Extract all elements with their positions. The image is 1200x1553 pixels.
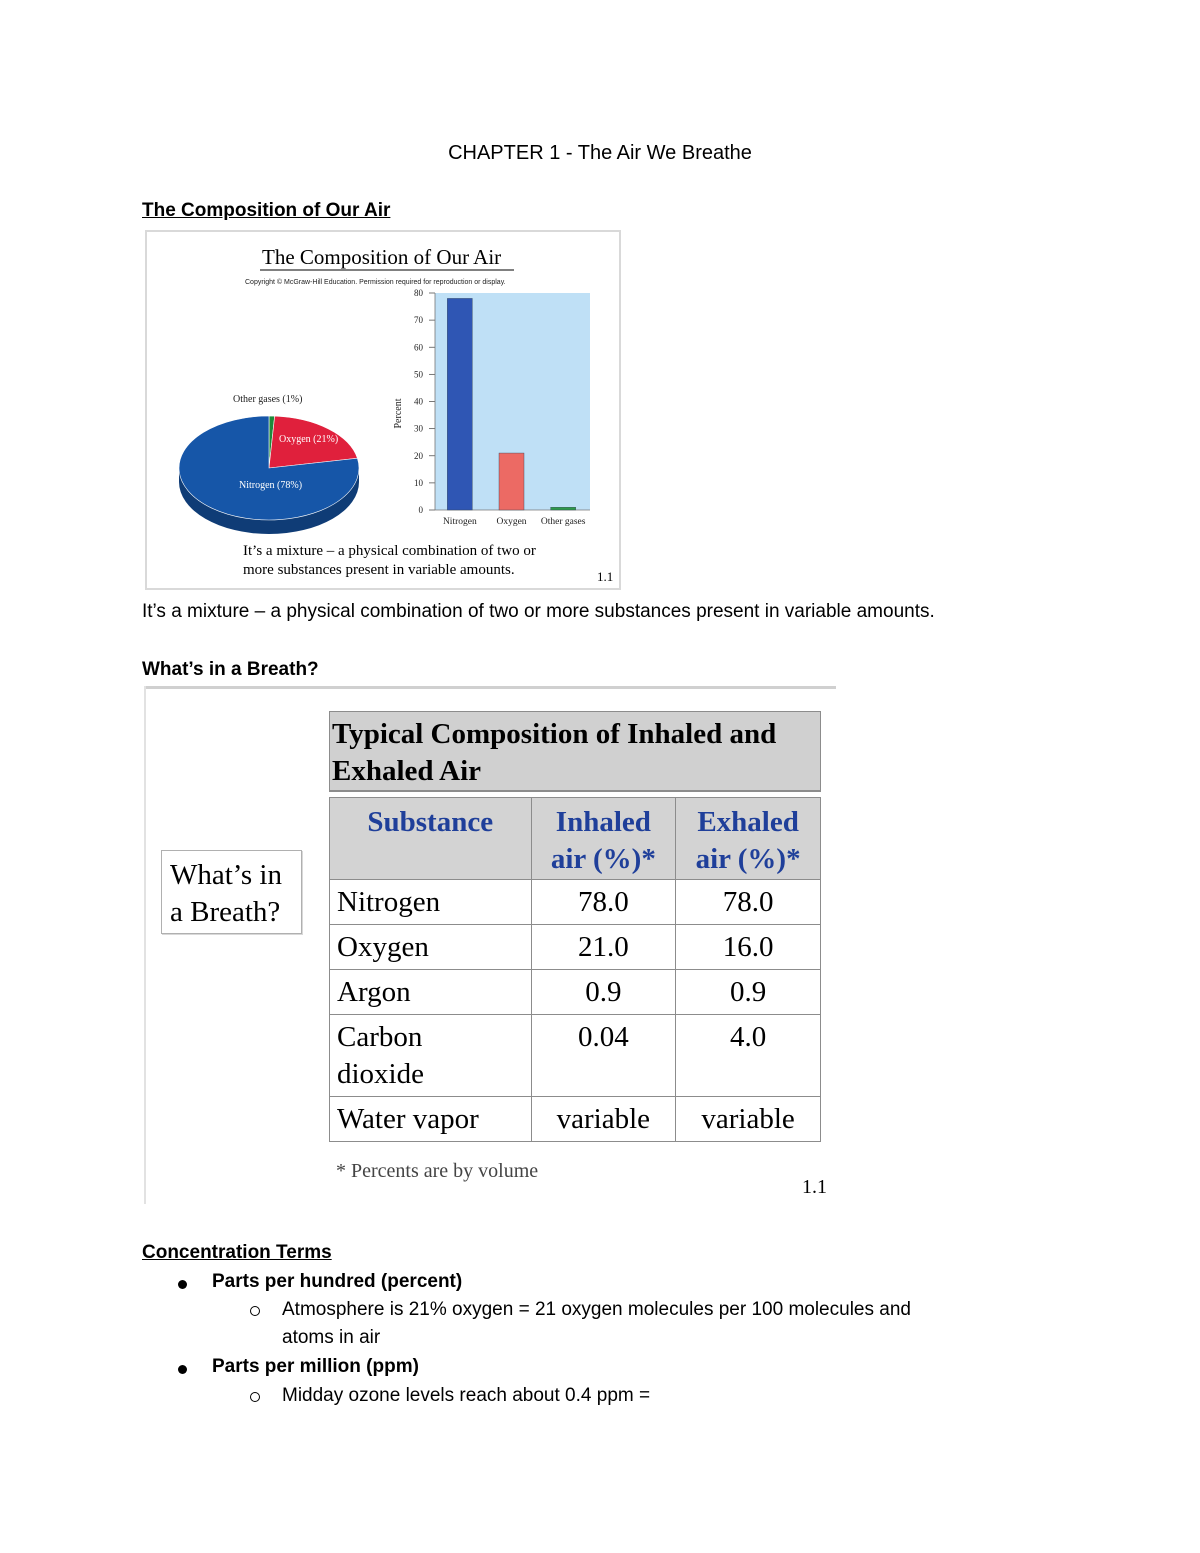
exhaled-value: 4.0 (676, 1014, 821, 1096)
section-heading-concentration: Concentration Terms (142, 1242, 332, 1263)
pie-chart (179, 394, 359, 534)
bar-chart (393, 288, 590, 527)
inhaled-value: 21.0 (531, 924, 676, 969)
y-tick-label: 60 (414, 342, 423, 353)
list-item-ppm-hundred: Parts per hundred (percent) (212, 1271, 463, 1292)
sub-item-atmosphere-line2: atoms in air (282, 1327, 381, 1348)
breath-label-line1: What’s in (170, 859, 282, 891)
table-header-row (330, 797, 821, 879)
table-row (330, 924, 821, 969)
bar-other (551, 507, 576, 510)
table-title-row (330, 712, 821, 792)
header-exhaled: Exhaled air (%)* (676, 797, 821, 879)
y-axis-label: Percent (393, 398, 404, 429)
slide-caption-line1: It’s a mixture – a physical combination of two or (243, 543, 536, 559)
table-row (330, 879, 821, 924)
composition-table (329, 711, 821, 1142)
y-tick-label: 20 (414, 450, 423, 461)
y-tick-label: 10 (414, 477, 423, 488)
table-row (330, 969, 821, 1014)
bullet-dot-icon (178, 1365, 187, 1374)
pie-label-other: Other gases (1%) (233, 394, 303, 405)
composition-slide (145, 230, 621, 590)
slide-number: 1.1 (597, 569, 614, 584)
substance-name: Oxygen (330, 924, 532, 969)
pie-label-nitrogen: Nitrogen (78%) (239, 480, 303, 491)
composition-slide-graphic (147, 232, 619, 588)
substance-name: Water vapor (330, 1096, 532, 1141)
inhaled-value: variable (531, 1096, 676, 1141)
bullet-ring-icon (250, 1306, 260, 1316)
breath-label-line2: a Breath? (170, 896, 281, 928)
y-tick-label: 0 (418, 505, 423, 515)
exhaled-value: 0.9 (676, 969, 821, 1014)
x-tick-label: Nitrogen (442, 517, 477, 527)
substance-name: Carbon dioxide (330, 1014, 532, 1096)
exhaled-value: variable (676, 1096, 821, 1141)
slide-copyright: Copyright © McGraw-Hill Education. Permission required for reproduction or display. (245, 279, 506, 286)
inhaled-value: 0.9 (531, 969, 676, 1014)
x-tick-label: Oxygen (496, 517, 527, 527)
slide-left-border (144, 686, 146, 1204)
document-title: CHAPTER 1 - The Air We Breathe (448, 142, 752, 164)
table-footnote: * Percents are by volume (336, 1160, 539, 1182)
bar-oxygen (499, 453, 524, 510)
sub-item-ozone: Midday ozone levels reach about 0.4 ppm = (282, 1385, 651, 1406)
exhaled-value: 16.0 (676, 924, 821, 969)
table-row (330, 1014, 821, 1096)
section-heading-breath: What’s in a Breath? (142, 659, 319, 680)
inhaled-value: 0.04 (531, 1014, 676, 1096)
table-title: Typical Composition of Inhaled and Exhaled Air (330, 712, 821, 792)
section-heading-composition: The Composition of Our Air (142, 200, 391, 221)
y-tick-label: 50 (414, 369, 423, 380)
exhaled-value: 78.0 (676, 879, 821, 924)
bullet-dot-icon (178, 1280, 187, 1289)
slide-title: The Composition of Our Air (262, 245, 502, 269)
slide-caption-line2: more substances present in variable amounts. (243, 562, 515, 578)
sub-item-atmosphere-line1: Atmosphere is 21% oxygen = 21 oxygen molecules per 100 molecules and (282, 1299, 911, 1320)
y-tick-label: 70 (414, 315, 423, 326)
substance-name: Nitrogen (330, 879, 532, 924)
mixture-caption: It’s a mixture – a physical combination of two or more substances present in variable amounts. (142, 601, 935, 622)
bullet-ring-icon (250, 1392, 260, 1402)
slide-number-2: 1.1 (802, 1176, 827, 1198)
y-tick-label: 80 (414, 288, 423, 298)
list-item-ppm-million: Parts per million (ppm) (212, 1356, 419, 1377)
y-tick-label: 30 (414, 423, 423, 434)
pie-label-oxygen: Oxygen (21%) (279, 434, 339, 445)
inhaled-value: 78.0 (531, 879, 676, 924)
y-tick-label: 40 (414, 396, 423, 407)
breath-label-box (161, 850, 302, 934)
substance-name: Argon (330, 969, 532, 1014)
header-substance: Substance (330, 797, 532, 879)
bar-nitrogen (447, 298, 472, 510)
x-tick-label: Other gases (540, 517, 586, 527)
header-inhaled: Inhaled air (%)* (531, 797, 676, 879)
slide-top-border (144, 686, 836, 689)
table-row (330, 1096, 821, 1141)
